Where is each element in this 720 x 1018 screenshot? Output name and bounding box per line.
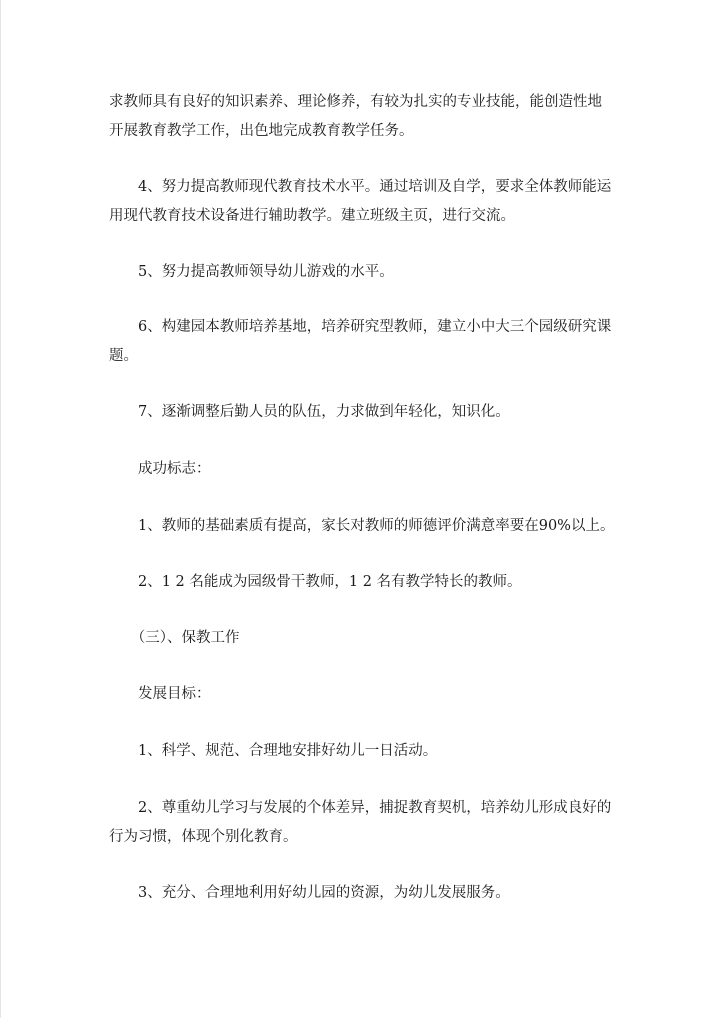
heading-section-3-care-education (109, 624, 619, 653)
paragraph-goal-2 (109, 794, 619, 852)
paragraph-item-7 (109, 398, 619, 427)
text-line: 5、努力提高教师领导幼儿游戏的水平。 (109, 264, 394, 280)
heading-success-indicators (109, 455, 619, 484)
paragraph-teacher-quality-continued (109, 88, 619, 146)
text-line: 1、教师的基础素质有提高，家长对教师的师德评价满意率要在90%以上。 (109, 518, 615, 534)
text-line: 6、构建园本教师培养基地，培养研究型教师，建立小中大三个园级研究课 (109, 319, 612, 335)
text-line: 3、充分、合理地利用好幼儿园的资源，为幼儿发展服务。 (109, 885, 510, 901)
paragraph-item-5 (109, 258, 619, 287)
text-line: 题。 (109, 348, 138, 364)
paragraph-item-6 (109, 313, 619, 371)
text-line: 1、科学、规范、合理地安排好幼儿一日活动。 (109, 743, 438, 759)
paragraph-item-4 (109, 173, 619, 231)
text-line: 成功标志： (109, 461, 211, 477)
paragraph-goal-3 (109, 879, 619, 908)
text-line: 7、逐渐调整后勤人员的队伍，力求做到年轻化，知识化。 (109, 404, 510, 420)
text-line: （三）、保教工作 (109, 630, 240, 646)
text-line: 用现代教育技术设备进行辅助教学。建立班级主页，进行交流。 (109, 208, 515, 224)
text-line: 行为习惯，体现个别化教育。 (109, 829, 298, 845)
heading-development-goals (109, 680, 619, 709)
text-line: 发展目标： (109, 686, 211, 702)
text-line: 2、1 2 名能成为园级骨干教师，1 2 名有教学特长的教师。 (109, 574, 522, 590)
paragraph-goal-1 (109, 737, 619, 766)
text-line: 4、努力提高教师现代教育技术水平。通过培训及自学，要求全体教师能运 (109, 179, 612, 195)
text-line: 求教师具有良好的知识素养、理论修养，有较为扎实的专业技能，能创造性地 (109, 94, 602, 110)
paragraph-indicator-2 (109, 568, 619, 597)
paragraph-indicator-1 (109, 512, 619, 541)
text-line: 2、尊重幼儿学习与发展的个体差异，捕捉教育契机，培养幼儿形成良好的 (109, 800, 612, 816)
text-line: 开展教育教学工作，出色地完成教育教学任务。 (109, 123, 414, 139)
